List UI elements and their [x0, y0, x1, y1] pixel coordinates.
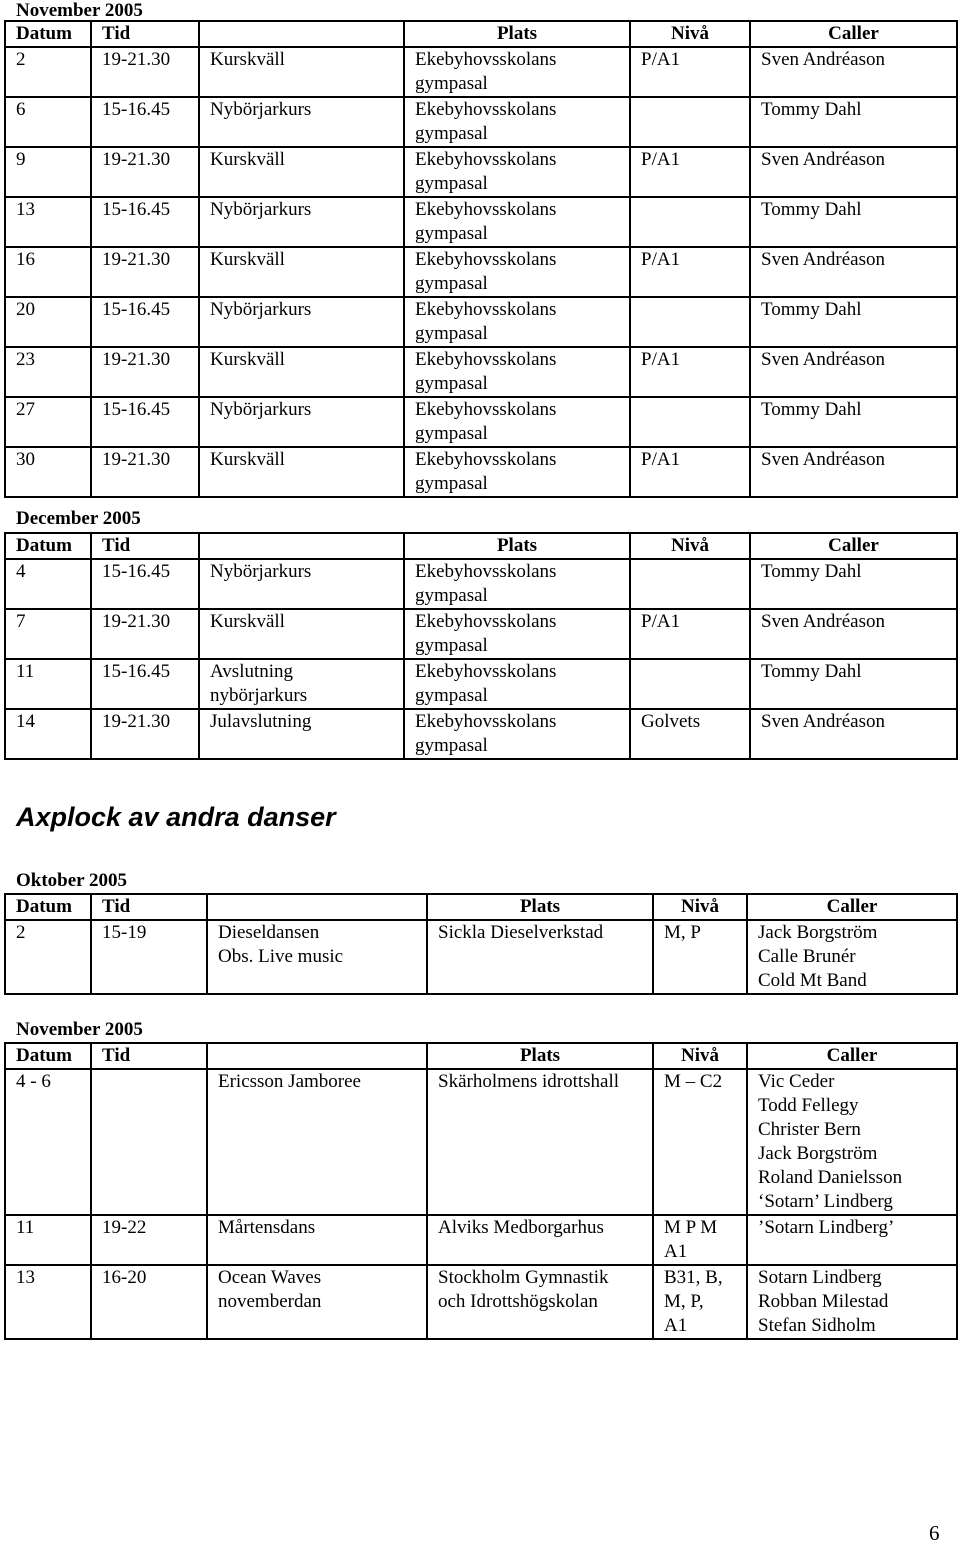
cell-niva	[653, 1215, 747, 1265]
cell-caller	[750, 397, 957, 447]
table-row	[5, 559, 957, 609]
header-datum: Datum	[5, 533, 91, 559]
cell-plats	[404, 247, 630, 297]
cell-niva	[630, 347, 750, 397]
cell-caller-line: Sven Andréason	[761, 49, 886, 70]
cell-caller-line: Tommy Dahl	[761, 299, 862, 320]
header-plats: Plats	[427, 1043, 653, 1069]
cell-datum: 6	[5, 97, 91, 147]
cell-datum: 14	[5, 709, 91, 759]
cell-plats-line: gympasal	[415, 223, 488, 244]
cell-niva	[630, 397, 750, 447]
cell-plats-line: Ekebyhovsskolans	[415, 99, 557, 120]
cell-plats	[404, 97, 630, 147]
cell-caller-line: Tommy Dahl	[761, 199, 862, 220]
cell-plats-line: gympasal	[415, 423, 488, 444]
cell-niva-line: P/A1	[641, 149, 681, 170]
cell-event-line: Ericsson Jamboree	[218, 1071, 361, 1092]
cell-tid: 19-22	[91, 1215, 207, 1265]
cell-datum: 16	[5, 247, 91, 297]
header-caller: Caller	[747, 1043, 957, 1069]
cell-plats-line: gympasal	[415, 123, 488, 144]
cell-niva	[630, 609, 750, 659]
cell-plats	[427, 1265, 653, 1339]
cell-caller-line: Sven Andréason	[761, 349, 886, 370]
cell-plats	[404, 559, 630, 609]
cell-event: Nybörjarkurs	[199, 297, 404, 347]
header-niva: Nivå	[653, 1043, 747, 1069]
cell-event: Kurskväll	[199, 447, 404, 497]
cell-plats-line: gympasal	[415, 273, 488, 294]
cell-datum: 30	[5, 447, 91, 497]
cell-niva	[630, 147, 750, 197]
cell-caller-line: Tommy Dahl	[761, 661, 862, 682]
cell-plats	[404, 47, 630, 97]
cell-niva-line: P/A1	[641, 49, 681, 70]
cell-datum: 23	[5, 347, 91, 397]
cell-plats-line: Ekebyhovsskolans	[415, 399, 557, 420]
cell-caller-line: ‘Sotarn’ Lindberg	[758, 1191, 893, 1212]
table-row	[5, 709, 957, 759]
cell-niva	[630, 447, 750, 497]
cell-caller	[750, 197, 957, 247]
cell-plats	[404, 447, 630, 497]
cell-caller-line: Christer Bern	[758, 1119, 861, 1140]
cell-caller	[750, 447, 957, 497]
cell-plats-line: gympasal	[415, 373, 488, 394]
header-niva: Nivå	[630, 533, 750, 559]
cell-event: Nybörjarkurs	[199, 397, 404, 447]
cell-niva	[630, 247, 750, 297]
cell-plats-line: Ekebyhovsskolans	[415, 561, 557, 582]
cell-datum: 4	[5, 559, 91, 609]
cell-event: Nybörjarkurs	[199, 97, 404, 147]
cell-event	[199, 659, 404, 709]
cell-event	[207, 1069, 427, 1215]
cell-datum: 4 - 6	[5, 1069, 91, 1215]
cell-caller-line: Sven Andréason	[761, 711, 886, 732]
section-title-november: November 2005	[16, 0, 143, 21]
header-niva: Nivå	[653, 894, 747, 920]
table-header-row	[5, 894, 957, 920]
cell-datum: 2	[5, 47, 91, 97]
cell-caller	[750, 47, 957, 97]
cell-tid: 15-16.45	[91, 559, 199, 609]
cell-plats-line: och Idrottshögskolan	[438, 1291, 598, 1312]
header-blank	[199, 21, 404, 47]
cell-caller-line: Sven Andréason	[761, 449, 886, 470]
cell-niva-line: M – C2	[664, 1071, 723, 1092]
cell-caller	[750, 297, 957, 347]
table-row	[5, 659, 957, 709]
cell-tid: 19-21.30	[91, 147, 199, 197]
cell-tid: 15-19	[91, 920, 207, 994]
cell-event-line: Mårtensdans	[218, 1217, 316, 1238]
cell-event: Kurskväll	[199, 47, 404, 97]
cell-niva	[630, 297, 750, 347]
header-caller: Caller	[750, 533, 957, 559]
section-title-december: December 2005	[16, 508, 141, 529]
cell-plats	[427, 1215, 653, 1265]
cell-event	[207, 1265, 427, 1339]
cell-event-line: Dieseldansen	[218, 922, 320, 943]
cell-caller	[747, 920, 957, 994]
cell-plats	[404, 147, 630, 197]
schedule-table-november	[4, 20, 958, 498]
cell-niva	[630, 97, 750, 147]
header-datum: Datum	[5, 21, 91, 47]
table-row	[5, 1265, 957, 1339]
table-row	[5, 447, 957, 497]
cell-caller-line: Cold Mt Band	[758, 970, 867, 991]
cell-plats-line: gympasal	[415, 73, 488, 94]
cell-plats	[404, 397, 630, 447]
header-caller: Caller	[747, 894, 957, 920]
table-row	[5, 397, 957, 447]
cell-niva-line: P/A1	[641, 349, 681, 370]
cell-datum: 2	[5, 920, 91, 994]
header-datum: Datum	[5, 894, 91, 920]
cell-caller	[750, 659, 957, 709]
cell-plats-line: Ekebyhovsskolans	[415, 249, 557, 270]
cell-plats-line: gympasal	[415, 585, 488, 606]
cell-niva	[653, 1265, 747, 1339]
cell-plats-line: Ekebyhovsskolans	[415, 661, 557, 682]
section-title-oktober: Oktober 2005	[16, 870, 128, 891]
cell-datum: 7	[5, 609, 91, 659]
cell-caller-line: Robban Milestad	[758, 1291, 889, 1312]
table-row	[5, 47, 957, 97]
cell-niva-line: M P M	[664, 1217, 718, 1238]
cell-plats-line: Ekebyhovsskolans	[415, 49, 557, 70]
cell-event-line: Avslutning	[210, 661, 294, 682]
table-header-row	[5, 1043, 957, 1069]
cell-datum: 27	[5, 397, 91, 447]
header-tid: Tid	[91, 894, 207, 920]
cell-event-line: Obs. Live music	[218, 946, 344, 967]
cell-plats	[427, 1069, 653, 1215]
cell-tid: 15-16.45	[91, 197, 199, 247]
header-tid: Tid	[91, 21, 199, 47]
cell-plats-line: Ekebyhovsskolans	[415, 199, 557, 220]
page-number: 6	[929, 1521, 940, 1545]
cell-plats	[427, 920, 653, 994]
header-tid: Tid	[91, 533, 199, 559]
cell-plats	[404, 709, 630, 759]
cell-event: Kurskväll	[199, 147, 404, 197]
cell-caller-line: Sven Andréason	[761, 249, 886, 270]
cell-plats-line: Alviks Medborgarhus	[438, 1217, 604, 1238]
cell-plats-line: Ekebyhovsskolans	[415, 449, 557, 470]
cell-niva-line: A1	[664, 1315, 688, 1336]
cell-niva	[630, 559, 750, 609]
cell-datum: 11	[5, 1215, 91, 1265]
page-heading: Axplock av andra danser	[16, 802, 336, 832]
cell-tid: 19-21.30	[91, 347, 199, 397]
cell-caller-line: Roland Danielsson	[758, 1167, 903, 1188]
cell-caller-line: Tommy Dahl	[761, 561, 862, 582]
cell-niva	[630, 709, 750, 759]
table-header-row	[5, 533, 957, 559]
cell-event: Kurskväll	[199, 247, 404, 297]
cell-tid: 19-21.30	[91, 247, 199, 297]
cell-tid: 19-21.30	[91, 709, 199, 759]
cell-plats-line: Ekebyhovsskolans	[415, 711, 557, 732]
cell-plats-line: gympasal	[415, 635, 488, 656]
cell-niva-line: Golvets	[641, 711, 701, 732]
cell-tid: 15-16.45	[91, 659, 199, 709]
cell-caller-line: Sotarn Lindberg	[758, 1267, 882, 1288]
cell-event: Nybörjarkurs	[199, 197, 404, 247]
header-blank	[207, 894, 427, 920]
cell-caller-line: Tommy Dahl	[761, 399, 862, 420]
cell-niva-line: P/A1	[641, 611, 681, 632]
cell-plats-line: Sickla Dieselverkstad	[438, 922, 604, 943]
cell-caller-line: Vic Ceder	[758, 1071, 835, 1092]
cell-caller	[750, 347, 957, 397]
cell-tid: 16-20	[91, 1265, 207, 1339]
header-datum: Datum	[5, 1043, 91, 1069]
cell-caller-line: Calle Brunér	[758, 946, 856, 967]
cell-caller-line: Tommy Dahl	[761, 99, 862, 120]
table-row	[5, 147, 957, 197]
cell-caller-line: Jack Borgström	[758, 1143, 878, 1164]
cell-event: Kurskväll	[199, 347, 404, 397]
table-row	[5, 197, 957, 247]
cell-datum: 9	[5, 147, 91, 197]
section-title-november-2: November 2005	[16, 1019, 143, 1040]
table-row	[5, 920, 957, 994]
cell-plats	[404, 659, 630, 709]
cell-plats-line: gympasal	[415, 735, 488, 756]
cell-caller	[750, 247, 957, 297]
cell-event-line: Julavslutning	[210, 711, 312, 732]
cell-plats-line: Ekebyhovsskolans	[415, 611, 557, 632]
cell-tid: 15-16.45	[91, 397, 199, 447]
cell-tid: 19-21.30	[91, 609, 199, 659]
cell-niva-line: P/A1	[641, 449, 681, 470]
cell-caller-line: Sven Andréason	[761, 149, 886, 170]
cell-event	[207, 920, 427, 994]
table-row	[5, 1215, 957, 1265]
cell-tid: 15-16.45	[91, 97, 199, 147]
cell-niva-line: B31, B,	[664, 1267, 723, 1288]
cell-event-line: novemberdan	[218, 1291, 322, 1312]
cell-tid: 15-16.45	[91, 297, 199, 347]
cell-caller	[750, 709, 957, 759]
cell-event	[207, 1215, 427, 1265]
cell-event	[199, 559, 404, 609]
cell-niva-line: M, P	[664, 922, 701, 943]
cell-niva	[630, 659, 750, 709]
cell-datum: 11	[5, 659, 91, 709]
cell-tid: 19-21.30	[91, 47, 199, 97]
cell-caller	[747, 1069, 957, 1215]
cell-caller	[750, 609, 957, 659]
cell-event-line: Ocean Waves	[218, 1267, 322, 1288]
cell-caller	[750, 147, 957, 197]
cell-niva	[653, 1069, 747, 1215]
cell-plats-line: gympasal	[415, 173, 488, 194]
cell-event-line: Kurskväll	[210, 611, 285, 632]
schedule-table-oktober	[4, 893, 958, 995]
cell-caller	[747, 1265, 957, 1339]
header-plats: Plats	[404, 21, 630, 47]
cell-niva	[630, 47, 750, 97]
cell-caller	[750, 97, 957, 147]
cell-plats-line: Ekebyhovsskolans	[415, 299, 557, 320]
table-row	[5, 347, 957, 397]
table-row	[5, 1069, 957, 1215]
cell-plats	[404, 197, 630, 247]
cell-plats-line: Skärholmens idrottshall	[438, 1071, 620, 1092]
cell-niva-line: A1	[664, 1241, 688, 1262]
table-row	[5, 247, 957, 297]
cell-plats-line: Stockholm Gymnastik	[438, 1267, 609, 1288]
cell-plats-line: Ekebyhovsskolans	[415, 149, 557, 170]
cell-plats-line: gympasal	[415, 323, 488, 344]
cell-event	[199, 609, 404, 659]
cell-plats	[404, 609, 630, 659]
cell-plats-line: gympasal	[415, 685, 488, 706]
schedule-table-november-2	[4, 1042, 958, 1340]
cell-tid	[91, 1069, 207, 1215]
cell-plats	[404, 347, 630, 397]
table-row	[5, 97, 957, 147]
cell-datum: 20	[5, 297, 91, 347]
header-caller: Caller	[750, 21, 957, 47]
schedule-table-december	[4, 532, 958, 760]
cell-niva-line: P/A1	[641, 249, 681, 270]
cell-caller-line: Todd Fellegy	[758, 1095, 859, 1116]
table-row	[5, 609, 957, 659]
cell-datum: 13	[5, 1265, 91, 1339]
header-niva: Nivå	[630, 21, 750, 47]
cell-niva	[653, 920, 747, 994]
cell-niva	[630, 197, 750, 247]
table-row	[5, 297, 957, 347]
cell-caller-line: ’Sotarn Lindberg’	[758, 1217, 895, 1238]
header-plats: Plats	[427, 894, 653, 920]
cell-caller-line: Sven Andréason	[761, 611, 886, 632]
cell-plats-line: Ekebyhovsskolans	[415, 349, 557, 370]
cell-caller	[747, 1215, 957, 1265]
cell-caller-line: Stefan Sidholm	[758, 1315, 876, 1336]
header-tid: Tid	[91, 1043, 207, 1069]
header-plats: Plats	[404, 533, 630, 559]
cell-tid: 19-21.30	[91, 447, 199, 497]
cell-datum: 13	[5, 197, 91, 247]
cell-niva-line: M, P,	[664, 1291, 704, 1312]
header-blank	[207, 1043, 427, 1069]
cell-event-line: nybörjarkurs	[210, 685, 308, 706]
cell-caller	[750, 559, 957, 609]
cell-event	[199, 709, 404, 759]
table-header-row	[5, 21, 957, 47]
cell-plats	[404, 297, 630, 347]
cell-caller-line: Jack Borgström	[758, 922, 878, 943]
cell-plats-line: gympasal	[415, 473, 488, 494]
header-blank	[199, 533, 404, 559]
cell-event-line: Nybörjarkurs	[210, 561, 312, 582]
